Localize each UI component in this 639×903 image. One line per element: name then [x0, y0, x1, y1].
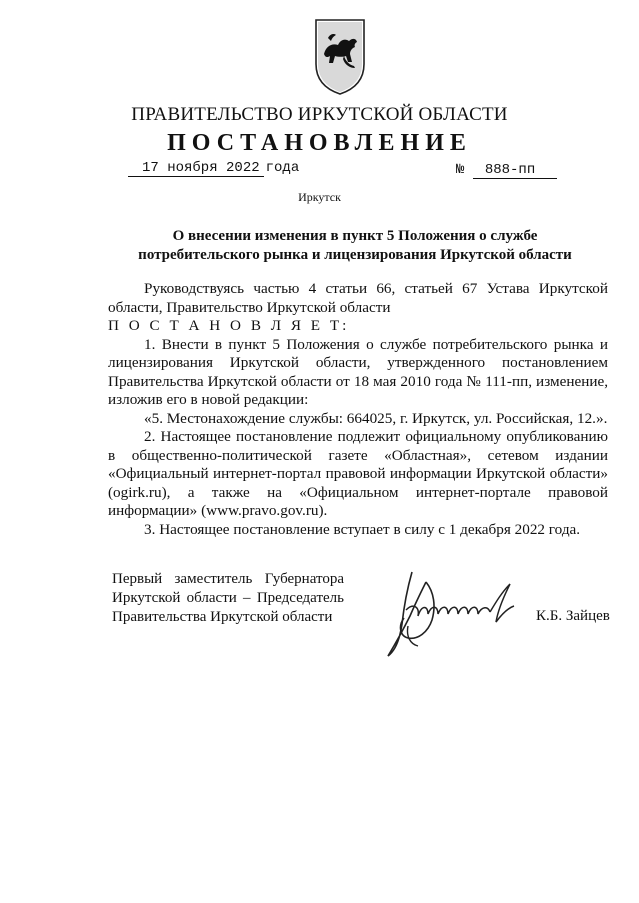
item-1-paragraph: 1. Внести в пункт 5 Положения о службе потребительского рынка и лицензирования Иркутской области, утвержденного постановлением Правительства Иркутской области от 18 мая 2010 года № 111-пп, изменение, изложив его в новой редакции:	[108, 335, 608, 408]
document-type: ПОСТАНОВЛЕНИЕ	[167, 130, 472, 156]
signer-position-line-1: Первый заместитель Губернатора	[112, 571, 344, 587]
signer-name: К.Б. Зайцев	[536, 608, 610, 624]
item-2-paragraph: 2. Настоящее постановление подлежит официальному опубликованию в общественно-политической газете «Областная», сетевом издании «Официальный интернет-портал правовой информации Иркутской области» (ogirk.ru), а также на «Официальном интернет-портале правовой информации» (www.pravo.gov.ru).	[108, 428, 608, 519]
document-subject: О внесении изменения в пункт 5 Положения о службе потребительского рынка и лицензирования Иркутской области	[138, 228, 572, 263]
document-number	[456, 162, 557, 179]
coat-of-arms-icon	[314, 16, 366, 96]
decree-word: П О С Т А Н О В Л Я Е Т:	[108, 317, 350, 334]
document-body	[108, 280, 608, 539]
item-3-paragraph: 3. Настоящее постановление вступает в силу с 1 декабря 2022 года.	[144, 520, 581, 538]
city-label: Иркутск	[298, 190, 341, 204]
number-value: 888-пп	[473, 162, 557, 179]
signer-position-line-3: Правительства Иркутской области	[112, 609, 333, 625]
date-suffix: года	[265, 160, 300, 176]
handwritten-signature	[382, 566, 532, 662]
signer-position-line-2: Иркутской области – Председатель	[112, 590, 344, 606]
signer-position	[112, 570, 344, 627]
item-1-quote: «5. Местонахождение службы: 664025, г. Иркутск, ул. Российская, 12.».	[144, 409, 608, 427]
preamble-paragraph: Руководствуясь частью 4 статьи 66, статьей 67 Устава Иркутской области, Правительство Иркутской области	[108, 280, 608, 316]
date-value: 17 ноября 2022	[128, 160, 264, 177]
number-sign: №	[456, 162, 465, 178]
document-date	[128, 160, 299, 177]
government-title: ПРАВИТЕЛЬСТВО ИРКУТСКОЙ ОБЛАСТИ	[131, 104, 508, 125]
